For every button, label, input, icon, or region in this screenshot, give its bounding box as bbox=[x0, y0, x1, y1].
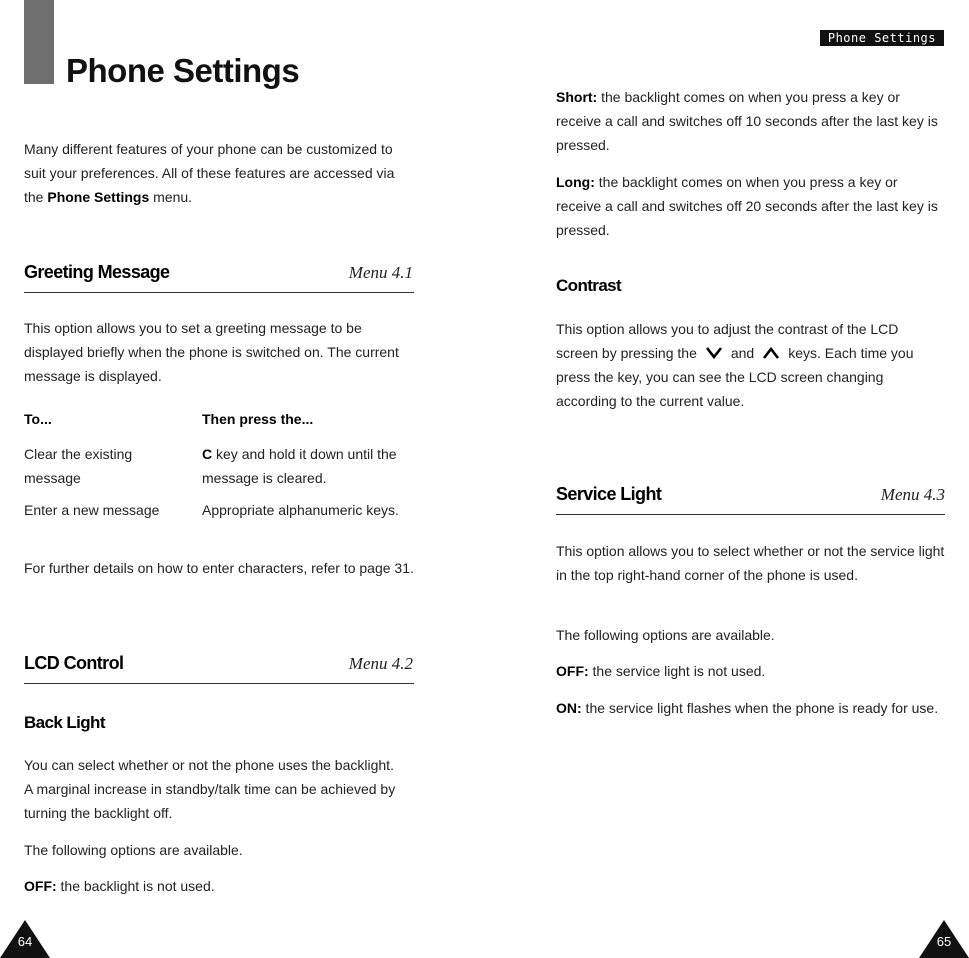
short-text: the backlight comes on when you press a key or receive a call and switches off 10 seconds after the last key is pressed. bbox=[556, 89, 938, 153]
contrast-and: and bbox=[730, 345, 755, 361]
c-key-label: C bbox=[202, 446, 213, 462]
table-row-1-action: Clear the existing message bbox=[24, 446, 133, 486]
service-menu-ref: Menu 4.3 bbox=[880, 485, 945, 504]
contrast-heading: Contrast bbox=[556, 276, 622, 295]
intro-text-end: menu. bbox=[149, 189, 193, 205]
table-row-2-press: Appropriate alphanumeric keys. bbox=[202, 502, 399, 518]
table-header-then: Then press the... bbox=[202, 411, 314, 427]
lcd-divider bbox=[24, 683, 414, 684]
chevron-down-icon bbox=[705, 347, 723, 359]
service-description: This option allows you to select whether or not the service light in the top right-hand corner of the phone is used. bbox=[556, 543, 945, 583]
greeting-description: This option allows you to set a greeting message to be displayed briefly when the phone is switched on. The current message is displayed. bbox=[24, 320, 399, 384]
intro-bold-menu-name: Phone Settings bbox=[47, 189, 150, 205]
lcd-heading: LCD Control bbox=[24, 653, 124, 673]
page-title: Phone Settings bbox=[66, 52, 300, 89]
lcd-menu-ref: Menu 4.2 bbox=[348, 654, 413, 673]
backlight-options-intro: The following options are available. bbox=[24, 842, 243, 858]
service-option-on bbox=[556, 696, 948, 720]
greeting-further-details: For further details on how to enter characters, refer to page 31. bbox=[24, 560, 414, 576]
backlight-option-short bbox=[556, 85, 946, 157]
long-label: Long: bbox=[556, 174, 595, 190]
contrast-text: This option allows you to adjust the contrast of the LCD screen by pressing the bbox=[556, 321, 899, 361]
service-off-label: OFF: bbox=[556, 663, 589, 679]
intro-text: Many different features of your phone can be customized to suit your preferences. All of these features are accessed via the bbox=[24, 141, 395, 205]
chapter-tab-bar bbox=[24, 0, 54, 84]
backlight-description: You can select whether or not the phone uses the backlight. A marginal increase in standby/talk time can be achieved by turning the backlight off. bbox=[24, 757, 396, 821]
backlight-option-long bbox=[556, 170, 946, 242]
intro-paragraph bbox=[24, 137, 416, 209]
page-number-left: 64 bbox=[17, 934, 33, 949]
chevron-up-icon bbox=[762, 347, 780, 359]
backlight-option-off bbox=[24, 874, 404, 898]
off-label: OFF: bbox=[24, 878, 57, 894]
running-header-tag: Phone Settings bbox=[820, 30, 944, 46]
table-header-to: To... bbox=[24, 411, 52, 427]
contrast-description bbox=[556, 317, 941, 413]
contrast-text-end: keys. Each time you press the key, you can see the LCD screen changing according to the current value. bbox=[556, 345, 914, 409]
table-row-2-action: Enter a new message bbox=[24, 502, 160, 518]
table-row-1-press bbox=[202, 442, 414, 490]
service-heading: Service Light bbox=[556, 484, 662, 504]
page-number-right: 65 bbox=[936, 934, 952, 949]
service-off-text: the service light is not used. bbox=[588, 663, 766, 679]
service-on-label: ON: bbox=[556, 700, 582, 716]
long-text: the backlight comes on when you press a key or receive a call and switches off 20 seconds after the last key is pressed. bbox=[556, 174, 938, 238]
backlight-heading: Back Light bbox=[24, 713, 105, 732]
greeting-heading: Greeting Message bbox=[24, 262, 170, 282]
service-on-text: the service light flashes when the phone is ready for use. bbox=[581, 700, 939, 716]
off-text: the backlight is not used. bbox=[56, 878, 215, 894]
service-divider bbox=[556, 514, 945, 515]
service-option-off bbox=[556, 659, 946, 683]
greeting-menu-ref: Menu 4.1 bbox=[348, 263, 413, 282]
greeting-divider bbox=[24, 292, 414, 293]
service-options-intro: The following options are available. bbox=[556, 627, 775, 643]
short-label: Short: bbox=[556, 89, 598, 105]
table-row-1-press-text: key and hold it down until the message is cleared. bbox=[202, 446, 397, 486]
